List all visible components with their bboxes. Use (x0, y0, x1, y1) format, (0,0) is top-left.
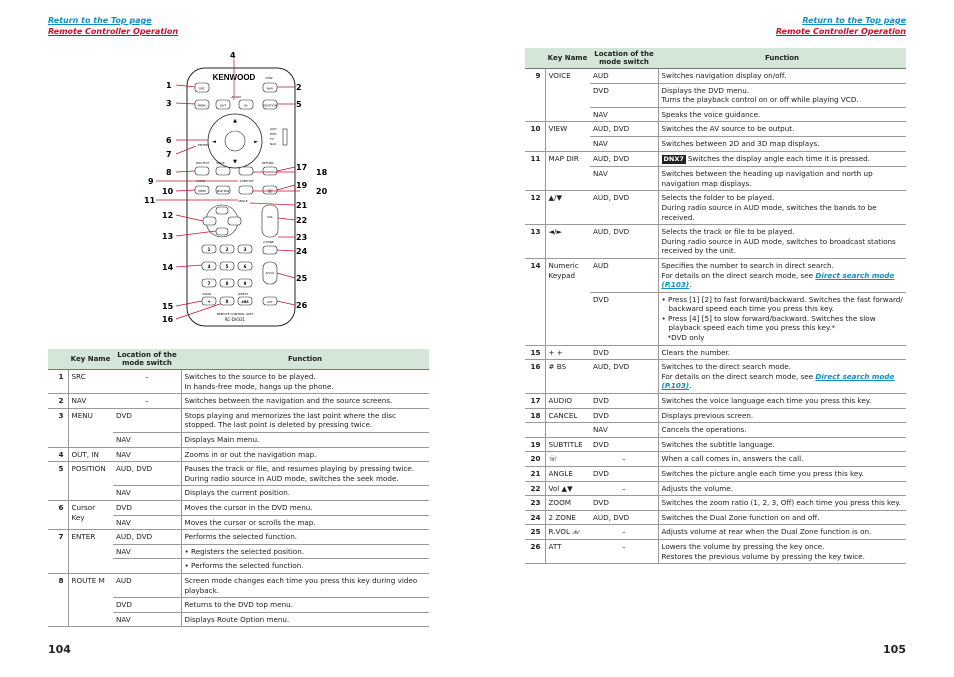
table-row: 9 VOICE AUD Switches navigation display on/off. (525, 69, 906, 84)
svg-text:AUDIO: AUDIO (196, 179, 206, 183)
table-row: 23 ZOOM DVD Switches the zoom ratio (1, 2, 3, Off) each time you press this key. (525, 496, 906, 511)
svg-text:2: 2 (296, 83, 302, 92)
svg-text:12: 12 (162, 211, 174, 220)
function-cell: Displays Route Option menu. (181, 612, 429, 627)
svg-text:20: 20 (316, 187, 328, 196)
page-number-left: 104 (48, 643, 71, 656)
svg-text:7: 7 (166, 150, 172, 159)
table-row: 22 Vol ▲▼ – Adjusts the volume. (525, 481, 906, 496)
mode-cell: AUD, DVD (113, 530, 181, 545)
mode-cell: DVD (113, 598, 181, 613)
table-row (48, 573, 429, 597)
table-row (48, 394, 429, 409)
mode-cell: DVD (113, 500, 181, 515)
svg-text:VIEW: VIEW (198, 189, 206, 193)
svg-text:23: 23 (296, 233, 308, 242)
function-cell: Pauses the track or file, and resumes playing by pressing twice. During radio source in AUD mode, switches the seek mode. (181, 462, 429, 486)
function-cell: Displays the current position. (181, 486, 429, 501)
table-row: 17 AUDIO DVD Switches the voice language each time you press this key. (525, 394, 906, 409)
svg-text:25: 25 (296, 274, 308, 283)
svg-text:17: 17 (296, 163, 308, 172)
svg-text:5: 5 (296, 100, 302, 109)
svg-text:1: 1 (207, 247, 211, 252)
svg-text:ATT: ATT (267, 300, 273, 304)
svg-text:8: 8 (225, 281, 229, 286)
svg-text:SUBTITLE: SUBTITLE (240, 179, 254, 183)
key-name: MENU (68, 408, 113, 447)
svg-text:7: 7 (207, 281, 211, 286)
function-cell: Returns to the DVD top menu. (181, 598, 429, 613)
svg-text:◄: ◄ (212, 139, 216, 145)
mode-cell: AUD (113, 573, 181, 597)
page-number-right: 105 (883, 643, 906, 656)
table-row: NAV Cancels the operations. (525, 423, 906, 438)
svg-text:NAV: NAV (266, 86, 274, 91)
header-key-name: Key Name (545, 48, 590, 69)
svg-text:15: 15 (162, 302, 174, 311)
function-cell: Stops playing and memorizes the last point where the disc stopped. The last point is deleted by pressing twice. (181, 408, 429, 432)
table-row: NAV Speaks the voice guidance. (525, 107, 906, 122)
key-name: ROUTE M (68, 573, 113, 626)
svg-text:☏: ☏ (266, 188, 274, 195)
svg-text:0: 0 (225, 299, 229, 304)
svg-text:MENU: MENU (197, 103, 207, 108)
mode-cell: DVD (113, 408, 181, 432)
table-row: NAV Switches between the heading up navigation and north up navigation map displays. (525, 167, 906, 191)
svg-text:DIRECT: DIRECT (238, 292, 249, 296)
svg-text:RETURN: RETURN (262, 161, 274, 165)
nav-links-left (48, 15, 178, 37)
table-row (48, 370, 429, 394)
key-number: 7 (48, 530, 68, 574)
remote-controller-illustration (144, 50, 340, 330)
table-row (48, 462, 429, 486)
table-row: 10 VIEW AUD, DVD Switches the AV source to be output. (525, 122, 906, 137)
function-cell: Zooms in or out the navigation map. (181, 447, 429, 462)
svg-text:SRC: SRC (199, 86, 205, 91)
mode-cell: NAV (113, 612, 181, 627)
svg-text:VOL: VOL (266, 215, 274, 219)
svg-text:3: 3 (166, 99, 172, 108)
key-number: 8 (48, 573, 68, 626)
left-table-body (48, 370, 429, 627)
table-row (48, 500, 429, 515)
svg-text:4: 4 (230, 51, 236, 60)
mode-cell: NAV (113, 515, 181, 530)
section-link[interactable]: Remote Controller Operation (48, 27, 179, 36)
key-number: 2 (48, 394, 68, 409)
key-number: 1 (48, 370, 68, 394)
svg-text:21: 21 (296, 201, 308, 210)
svg-text:3: 3 (243, 247, 247, 252)
return-top-link[interactable]: Return to the Top page (48, 16, 152, 25)
table-row: NAV Switches between 2D and 3D map displays. (525, 136, 906, 151)
table-row: 18 CANCEL DVD Displays previous screen. (525, 408, 906, 423)
function-cell: Displays Main menu. (181, 432, 429, 447)
svg-text:REMOTE CONTROL UNIT: REMOTE CONTROL UNIT (216, 312, 254, 316)
mode-cell: NAV (113, 447, 181, 462)
header-key-name: Key Name (68, 349, 113, 370)
right-table-body-simple (525, 394, 906, 540)
function-table-right (525, 48, 906, 564)
svg-text:14: 14 (162, 263, 174, 272)
table-header-row (48, 349, 429, 370)
svg-text:10: 10 (162, 187, 174, 196)
svg-text:MAP DIR: MAP DIR (216, 189, 230, 193)
svg-text:AUD: AUD (270, 127, 277, 131)
svg-text:2: 2 (225, 247, 229, 252)
function-cell: Screen mode changes each time you press this key during video playback. (181, 573, 429, 597)
table-row: 13 ◄/► AUD, DVD Selects the track or file to be played. During radio source in AUD mode, switches to broadcast stations received by the unit. (525, 225, 906, 259)
svg-text:IN: IN (244, 103, 248, 108)
key-number: 3 (48, 408, 68, 447)
right-table-body (525, 69, 906, 394)
svg-text:2 ZONE: 2 ZONE (263, 240, 274, 244)
right-table-body-end (525, 539, 906, 563)
header-function: Function (658, 48, 906, 69)
header-mode-switch: Location of the mode switch (113, 349, 181, 370)
svg-text:9: 9 (148, 177, 154, 186)
svg-text:6: 6 (243, 264, 247, 269)
table-row: DVD Displays the DVD menu. Turns the playback control on or off while playing VCD. (525, 83, 906, 107)
svg-text:ZOOM: ZOOM (231, 95, 241, 99)
svg-text:POSITION: POSITION (262, 103, 278, 108)
svg-text:R.VOL: R.VOL (265, 271, 275, 275)
key-name: SRC (68, 370, 113, 394)
svg-text:18: 18 (316, 168, 328, 177)
table-row: 19 SUBTITLE DVD Switches the subtitle language. (525, 437, 906, 452)
mode-cell: – (113, 370, 181, 394)
table-row (48, 530, 429, 545)
table-row: 16 # BS AUD, DVD Switches to the direct search mode. For details on the direct search mode, see Direct search mode (P.103). (525, 360, 906, 394)
table-row: 11 MAP DIR AUD, DVD DNX7 Switches the display angle each time it is pressed. (525, 151, 906, 167)
svg-text:11: 11 (144, 196, 156, 205)
svg-text:CLEAR: CLEAR (202, 292, 212, 296)
table-row: DVD • Press [1] [2] to fast forward/backward. Switches the fast forward/ backward speed each time you press this key. • Press [4] [5] to slow forward/backward. Switches the slow playback speed each time you press this key.* *DVD only (525, 292, 906, 345)
svg-text:24: 24 (296, 247, 308, 256)
table-header-row (525, 48, 906, 69)
table-row: 25 R.VOL ⩘⩗ – Adjusts volume at rear when the Dual Zone function is on. (525, 525, 906, 540)
svg-text:26: 26 (296, 301, 308, 310)
key-number: 6 (48, 500, 68, 529)
function-cell: • Performs the selected function. (181, 559, 429, 574)
function-cell: Moves the cursor or scrolls the map. (181, 515, 429, 530)
svg-text:9: 9 (243, 281, 247, 286)
svg-text:22: 22 (296, 216, 308, 225)
svg-text:NAV: NAV (270, 142, 277, 146)
table-row (48, 408, 429, 432)
key-name: POSITION (68, 462, 113, 501)
svg-text:TV: TV (270, 137, 274, 141)
key-name: OUT, IN (68, 447, 113, 462)
svg-text:DVD: DVD (270, 132, 277, 136)
svg-text:5: 5 (225, 264, 229, 269)
direct-search-link[interactable]: Direct search mode (P.103) (661, 270, 895, 290)
function-cell: Switches between the navigation and the source screens. (181, 394, 429, 409)
svg-text:ROUTE M: ROUTE M (196, 161, 209, 165)
svg-text:+: + (207, 299, 211, 304)
table-row: 26 ATT – Lowers the volume by pressing the key once. Restores the previous volume by pressing the key twice. (525, 539, 906, 563)
function-table-left (48, 349, 429, 627)
svg-text:16: 16 (162, 315, 174, 324)
return-top-link[interactable]: Return to the Top page (802, 16, 906, 25)
svg-text:RC-DV331: RC-DV331 (224, 317, 246, 322)
svg-text:19: 19 (296, 181, 308, 190)
svg-text:▼: ▼ (233, 159, 237, 165)
function-cell: • Registers the selected position. (181, 544, 429, 559)
svg-text:DISP: DISP (265, 76, 273, 80)
key-number: 5 (48, 462, 68, 501)
function-cell: Switches to the source to be played. In hands-free mode, hangs up the phone. (181, 370, 429, 394)
svg-text:ANGLE: ANGLE (238, 199, 248, 203)
key-number: 4 (48, 447, 68, 462)
nav-links-right (776, 15, 906, 37)
svg-text:#BS: #BS (241, 300, 249, 304)
key-name: NAV (68, 394, 113, 409)
header-function: Function (181, 349, 429, 370)
mode-cell: NAV (113, 432, 181, 447)
svg-text:ENTER: ENTER (198, 143, 208, 147)
svg-text:1: 1 (166, 81, 172, 90)
direct-search-link[interactable]: Direct search mode (P.103) (661, 371, 895, 391)
table-row (48, 447, 429, 462)
table-row: 24 2 ZONE AUD, DVD Switches the Dual Zone function on and off. (525, 510, 906, 525)
key-name: ENTER (68, 530, 113, 574)
mode-cell (113, 559, 181, 574)
mode-cell: AUD, DVD (113, 462, 181, 486)
svg-text:►: ► (254, 139, 258, 145)
model-badge: DNX7 (663, 154, 684, 163)
remote-brand: KENWOOD (212, 73, 256, 82)
mode-cell: NAV (113, 544, 181, 559)
function-cell: Performs the selected function. (181, 530, 429, 545)
section-link[interactable]: Remote Controller Operation (775, 27, 906, 36)
mode-cell: – (113, 394, 181, 409)
function-cell: Moves the cursor in the DVD menu. (181, 500, 429, 515)
svg-text:OUT: OUT (219, 103, 227, 108)
table-row: 21 ANGLE DVD Switches the picture angle each time you press this key. (525, 467, 906, 482)
table-row: 14 Numeric Keypad AUD Specifies the number to search in direct search. For details on the direct search mode, see Direct search mode (P.103). (525, 258, 906, 292)
svg-text:6: 6 (166, 136, 172, 145)
mode-cell: NAV (113, 486, 181, 501)
svg-text:4: 4 (207, 264, 211, 269)
table-row: 15 + + DVD Clears the number. (525, 345, 906, 360)
header-mode-switch: Location of the mode switch (590, 48, 658, 69)
svg-text:VOICE: VOICE (216, 161, 225, 165)
svg-text:13: 13 (162, 232, 174, 241)
key-name: Cursor Key (68, 500, 113, 529)
svg-text:8: 8 (166, 168, 172, 177)
table-row: 12 ▲/▼ AUD, DVD Selects the folder to be played. During radio source in AUD mode, switches the bands to be received. (525, 191, 906, 225)
table-row: 20 ☏ – When a call comes in, answers the call. (525, 452, 906, 467)
svg-text:▲: ▲ (233, 118, 237, 124)
